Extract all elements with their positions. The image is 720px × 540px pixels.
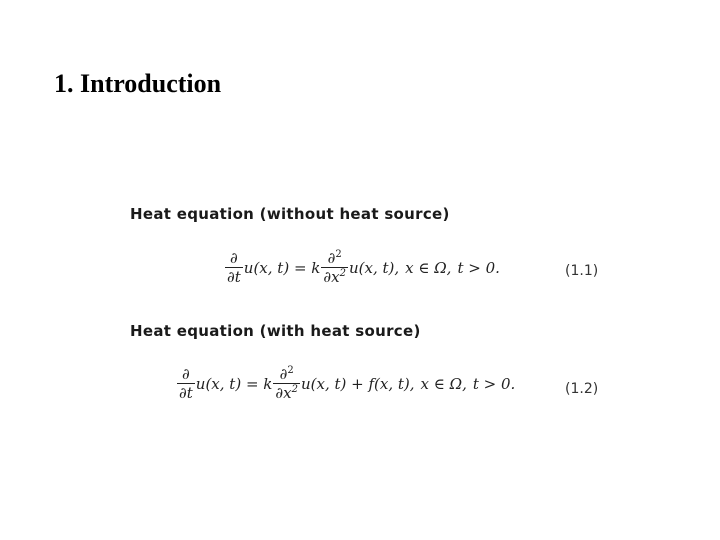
fraction-numerator: ∂$^2$ — [327, 249, 342, 267]
heat-equation-1-2 — [176, 366, 515, 402]
section-heading-with-source: Heat equation (with heat source) — [130, 322, 421, 340]
slide-title: 1. Introduction — [54, 69, 222, 98]
fraction-numerator: ∂ — [182, 365, 190, 383]
space-derivative-fraction — [321, 250, 348, 286]
time-condition: t > 0. — [457, 259, 500, 278]
heat-equation-1-1 — [224, 250, 500, 286]
time-condition: t > 0. — [472, 375, 516, 394]
time-derivative-fraction — [225, 250, 243, 286]
fraction-numerator: ∂ — [230, 249, 238, 267]
fraction-denominator: ∂t — [179, 384, 193, 403]
fraction-denominator: $\partial x^2$ — [323, 268, 346, 287]
domain-condition: x ∈ Ω, — [420, 375, 467, 394]
space-derivative-fraction — [273, 366, 300, 402]
equation-term: u(x, t) = k — [195, 375, 273, 394]
equation-term: u(x, t), — [348, 259, 400, 278]
section-heading-without-source: Heat equation (without heat source) — [130, 205, 450, 223]
fraction-denominator: $\partial x^2$ — [275, 384, 298, 403]
equation-term: u(x, t) = k — [243, 259, 321, 278]
domain-condition: x ∈ Ω, — [405, 259, 452, 278]
fraction-denominator: ∂t — [227, 268, 241, 287]
time-derivative-fraction — [177, 366, 195, 402]
fraction-numerator: ∂$^2$ — [279, 365, 294, 383]
equation-number: (1.1) — [565, 263, 599, 279]
equation-number: (1.2) — [565, 381, 599, 397]
equation-term: u(x, t) + f(x, t), — [300, 375, 415, 394]
